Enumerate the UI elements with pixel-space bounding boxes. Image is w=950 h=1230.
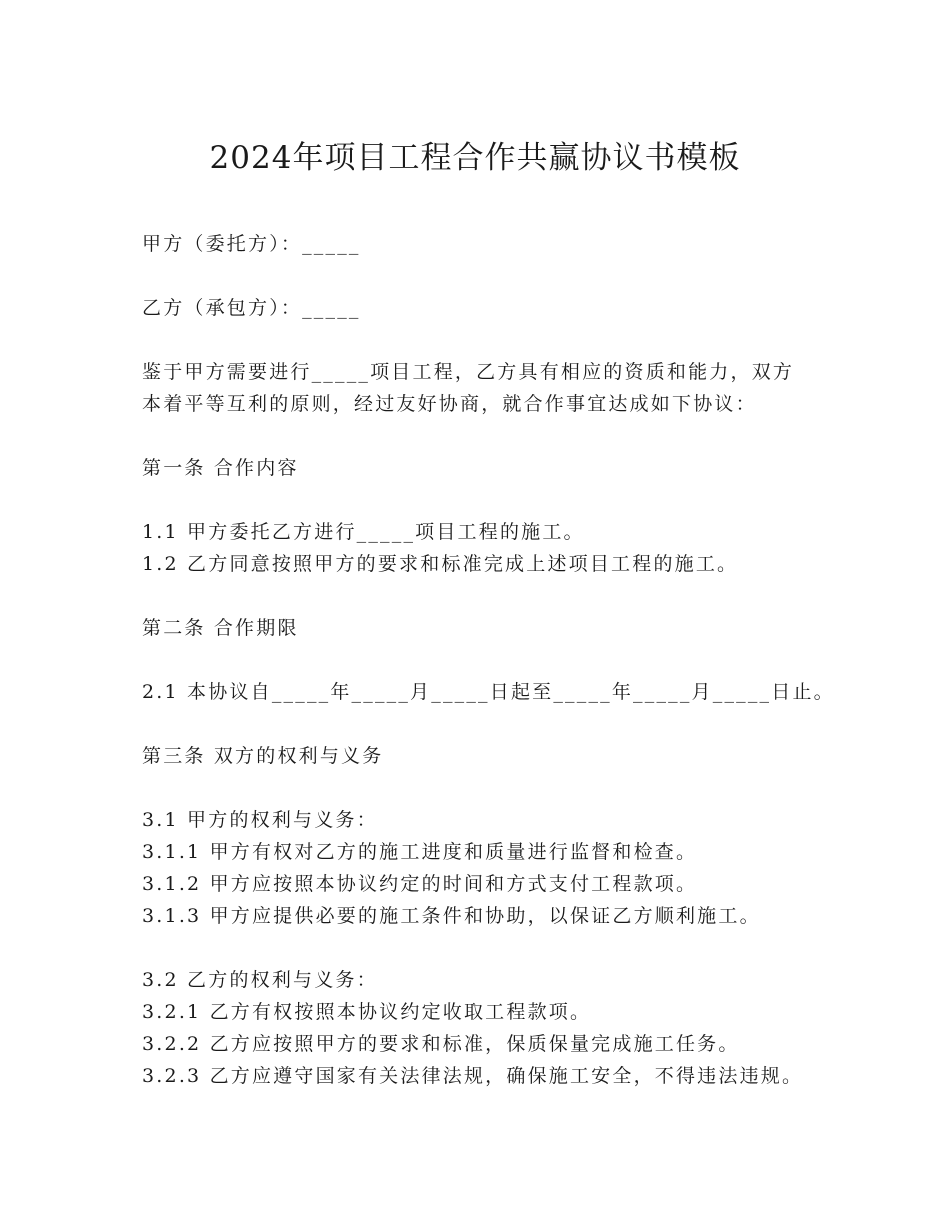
party-b-rights-item: 3.2.3 乙方应遵守国家有关法律法规，确保施工安全，不得违法违规。: [142, 1065, 804, 1087]
preamble-line-2: 本着平等互利的原则，经过友好协商，就合作事宜达成如下协议：: [142, 393, 757, 415]
party-a-line: 甲方（委托方）：_____: [142, 233, 361, 255]
party-b-rights-item: 3.2.1 乙方有权按照本协议约定收取工程款项。: [142, 1001, 592, 1023]
document-body: [142, 228, 835, 1092]
article-2-item: 2.1 本协议自_____年_____月_____日起至_____年_____月_____日止。: [142, 681, 835, 703]
article-2-heading: 第二条 合作期限: [142, 617, 299, 639]
article-1-item: 1.2 乙方同意按照甲方的要求和标准完成上述项目工程的施工。: [142, 553, 739, 575]
party-a-rights-item: 3.1.1 甲方有权对乙方的施工进度和质量进行监督和检查。: [142, 841, 698, 863]
article-1-item: 1.1 甲方委托乙方进行_____项目工程的施工。: [142, 521, 585, 543]
article-1-heading: 第一条 合作内容: [142, 457, 299, 479]
party-b-rights-heading: 3.2 乙方的权利与义务：: [142, 969, 378, 991]
document-title: 2024年项目工程合作共赢协议书模板: [209, 140, 741, 176]
article-3-heading: 第三条 双方的权利与义务: [142, 745, 384, 767]
party-a-rights-item: 3.1.3 甲方应提供必要的施工条件和协助，以保证乙方顺利施工。: [142, 905, 761, 927]
party-b-rights-item: 3.2.2 乙方应按照甲方的要求和标准，保质保量完成施工任务。: [142, 1033, 740, 1055]
party-a-rights-heading: 3.1 甲方的权利与义务：: [142, 809, 378, 831]
party-b-line: 乙方（承包方）：_____: [142, 297, 361, 319]
preamble-line-1: 鉴于甲方需要进行_____项目工程，乙方具有相应的资质和能力，双方: [142, 361, 795, 383]
party-a-rights-item: 3.1.2 甲方应按照本协议约定的时间和方式支付工程款项。: [142, 873, 698, 895]
